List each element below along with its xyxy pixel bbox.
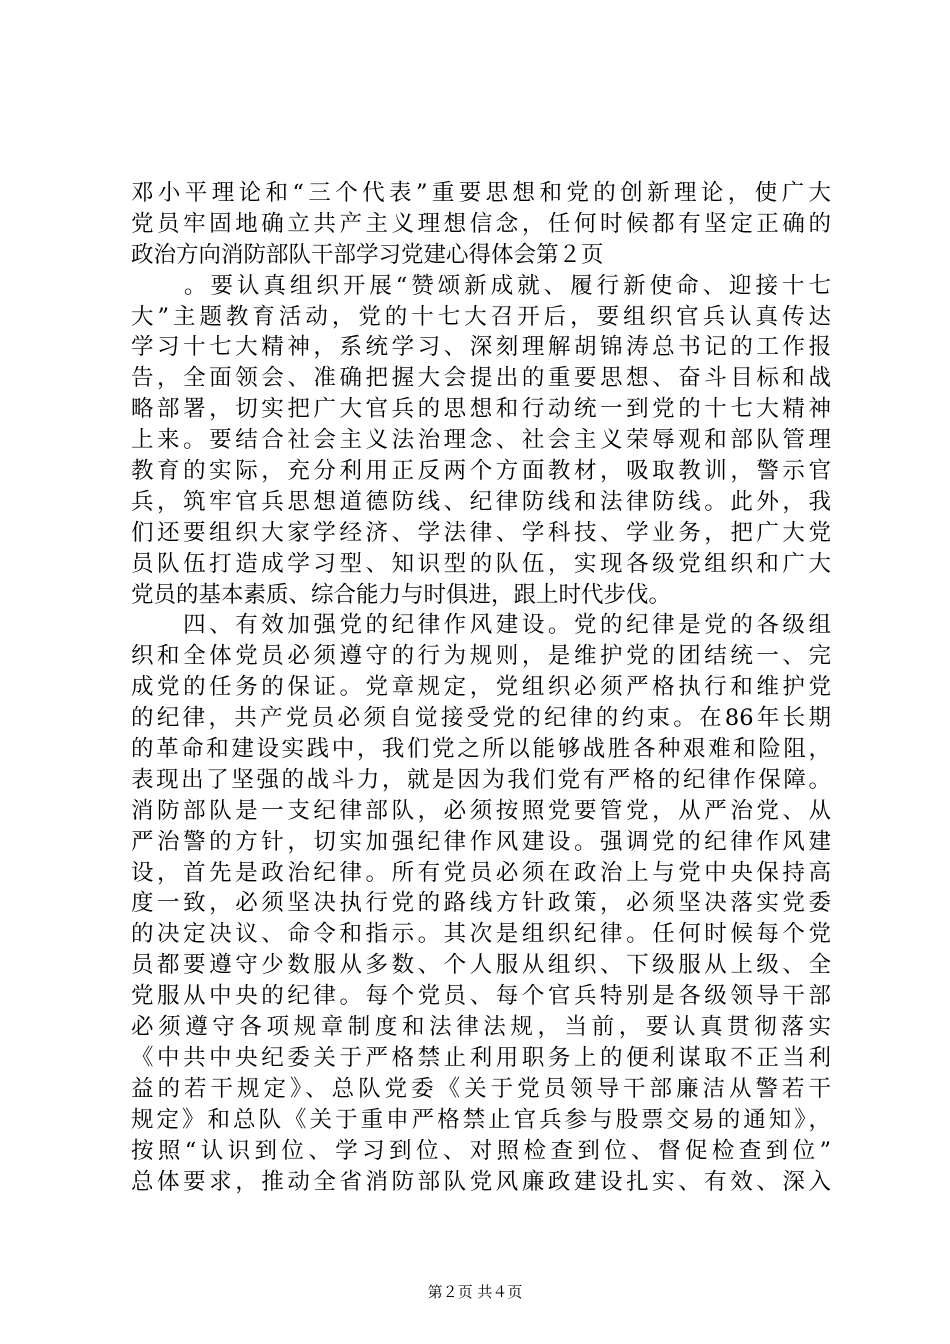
text-line: 党服从中央的纪律。每个党员、每个官兵特别是各级领导干部 xyxy=(131,983,831,1010)
text-line: 教育的实际，充分利用正反两个方面教材，吸取教训，警示官 xyxy=(131,458,831,485)
text-line: 规定》和总队《关于重申严格禁止官兵参与股票交易的通知》， xyxy=(131,1106,831,1133)
text-line: 略部署，切实把广大官兵的思想和行动统一到党的十七大精神 xyxy=(131,396,831,423)
text-line: 表现出了坚强的战斗力，就是因为我们党有严格的纪律作保障。 xyxy=(131,766,831,793)
text-line: 设，首先是政治纪律。所有党员必须在政治上与党中央保持高 xyxy=(131,859,831,886)
text-line: 学习十七大精神，系统学习、深刻理解胡锦涛总书记的工作报 xyxy=(131,334,831,361)
text-line: 告，全面领会、准确把握大会提出的重要思想、奋斗目标和战 xyxy=(131,365,831,392)
text-line: 的纪律，共产党员必须自觉接受党的纪律的约束。在86年长期 xyxy=(131,705,831,732)
text-line: 织和全体党员必须遵守的行为规则，是维护党的团结统一、完 xyxy=(131,643,831,670)
text-line: 大”主题教育活动，党的十七大召开后，要组织官兵认真传达 xyxy=(131,303,831,330)
text-line: 。要认真组织开展“赞颂新成就、履行新使命、迎接十七 xyxy=(131,272,831,299)
text-line: 的决定决议、命令和指示。其次是组织纪律。任何时候每个党 xyxy=(131,921,831,948)
text-line: 党员的基本素质、综合能力与时俱进，跟上时代步伐。 xyxy=(131,581,672,608)
text-line: 四、有效加强党的纪律作风建设。党的纪律是党的各级组 xyxy=(131,612,831,639)
text-line: 员都要遵守少数服从多数、个人服从组织、下级服从上级、全 xyxy=(131,952,831,979)
text-line: 《中共中央纪委关于严格禁止利用职务上的便利谋取不正当利 xyxy=(131,1044,831,1071)
text-line: 政治方向消防部队干部学习党建心得体会第２页 xyxy=(131,241,604,268)
text-line: 益的若干规定》、总队党委《关于党员领导干部廉洁从警若干 xyxy=(131,1075,831,1102)
text-line: 员队伍打造成学习型、知识型的队伍，实现各级党组织和广大 xyxy=(131,550,831,577)
text-line: 按照“认识到位、学习到位、对照检查到位、督促检查到位” xyxy=(131,1137,831,1164)
text-line: 上来。要结合社会主义法治理念、社会主义荣辱观和部队管理 xyxy=(131,427,831,454)
document-body xyxy=(131,178,831,1197)
text-line: 度一致，必须坚决执行党的路线方针政策，必须坚决落实党委 xyxy=(131,890,831,917)
text-line: 的革命和建设实践中，我们党之所以能够战胜各种艰难和险阻， xyxy=(131,736,831,763)
text-line: 党员牢固地确立共产主义理想信念，任何时候都有坚定正确的 xyxy=(131,210,831,237)
text-line: 邓小平理论和“三个代表”重要思想和党的创新理论，使广大 xyxy=(131,180,831,206)
text-line: 消防部队是一支纪律部队，必须按照党要管党，从严治党、从 xyxy=(131,797,831,824)
text-line: 总体要求，推动全省消防部队党风廉政建设扎实、有效、深入 xyxy=(131,1168,831,1195)
text-line: 成党的任务的保证。党章规定，党组织必须严格执行和维护党 xyxy=(131,674,831,701)
text-line: 们还要组织大家学经济、学法律、学科技、学业务，把广大党 xyxy=(131,519,831,546)
text-line: 必须遵守各项规章制度和法律法规，当前，要认真贯彻落实 xyxy=(131,1014,831,1041)
text-line: 兵，筑牢官兵思想道德防线、纪律防线和法律防线。此外，我 xyxy=(131,488,831,515)
text-line: 严治警的方针，切实加强纪律作风建设。强调党的纪律作风建 xyxy=(131,828,831,855)
page-number-footer: 第２页 共４页 xyxy=(427,1283,523,1301)
